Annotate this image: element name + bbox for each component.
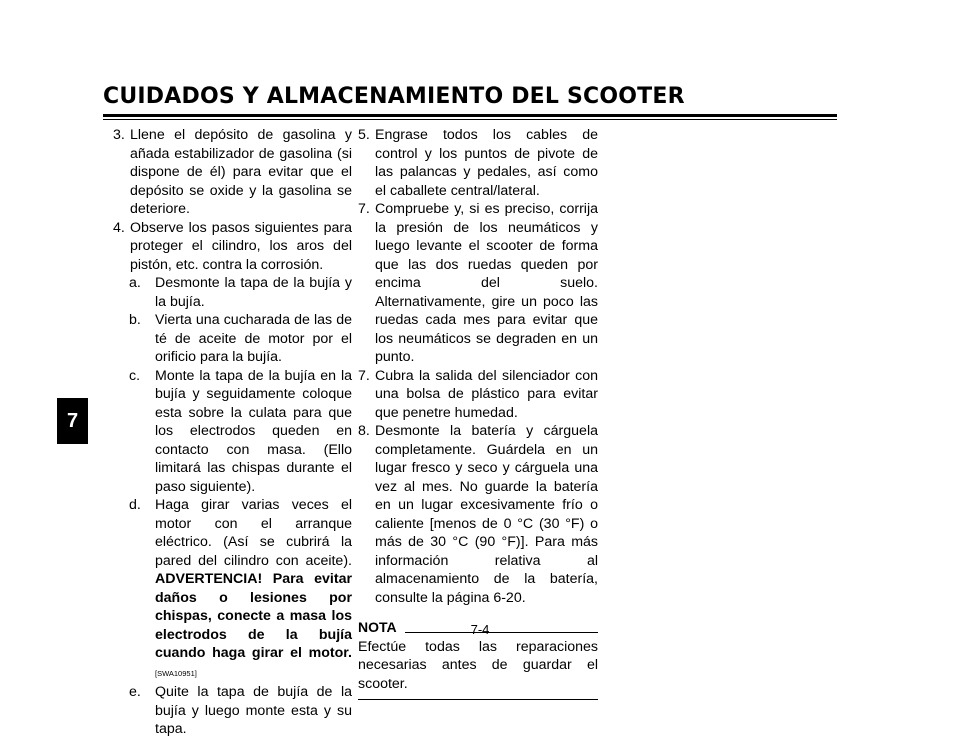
page-title: CUIDADOS Y ALMACENAMIENTO DEL SCOOTER [103, 84, 685, 109]
header-rule-thick [103, 114, 837, 117]
sub-letter: c. [129, 367, 141, 384]
warning-text: ADVERTENCIA! Para evitar daños o lesiones por chispas, conecte a masa los electrodos de la bujía cuando haga girar el motor. [155, 571, 352, 661]
item-text: Compruebe y, si es preciso, corrija la presión de los neumáticos y luego levante el scooter de forma que las dos ruedas queden por encima del suelo. Alternativamente, gire un poco las ruedas cada mes para evitar que los neumáticos se degraden en un punto. [375, 201, 598, 365]
sub-letter: b. [129, 312, 141, 328]
item-text: Desmonte la batería y cárguela completamente. Guárdela en un lugar fresco y seco y cárguela una vez al mes. No guarde la batería en un lugar excesivamente frío o caliente [menos de 0 °C (30 °F) o más de 30 °C (90 °F)]. Para más información relativa al almacenamiento de la batería, consulte la página 6-20. [375, 423, 598, 606]
item-text: Cubra la salida del silenciador con una bolsa de plástico para evitar que penetre humedad. [375, 367, 598, 421]
chapter-tab: 7 [57, 398, 88, 444]
sub-item-c [129, 367, 352, 497]
item-number: 5. [358, 127, 370, 143]
item-number: 8. [358, 423, 370, 439]
item-number: 3. [113, 127, 125, 143]
page-number: 7-4 [470, 622, 490, 637]
sub-item-a [129, 274, 352, 311]
sub-item-b [129, 311, 352, 367]
note-label: NOTA [358, 619, 397, 635]
sub-letter: d. [129, 497, 141, 513]
sub-letter: a. [129, 275, 141, 291]
sub-text: Vierta una cucharada de las de té de aceite de motor por el orificio para la bujía. [155, 312, 352, 365]
list-item-7a [358, 200, 598, 367]
sub-text: Quite la tapa de bujía de la bujía y luego monte esta y su tapa. [155, 684, 352, 737]
item-number: 7. [358, 201, 370, 217]
item-text: Llene el depósito de gasolina y añada estabilizador de gasolina (si dispone de él) para evitar que el depósito se oxide y la gasolina se deteriore. [130, 127, 352, 217]
list-item-7b [358, 367, 598, 423]
header-rule-thin [103, 119, 837, 120]
note-bottom-rule [358, 699, 598, 700]
sub-text: Monte la tapa de la bujía en la bujía y seguidamente coloque esta sobre la culata para que los electrodos queden en contacto con masa. (Ello limitará las chispas durante el paso siguiente). [155, 367, 352, 495]
list-item-5 [358, 126, 598, 200]
sub-text: Haga girar varias veces el motor con el arranque eléctrico. (Así se cubrirá la pared del cilindro con aceite). [155, 497, 352, 569]
sub-text: Desmonte la tapa de la bujía y la bujía. [155, 275, 352, 310]
item-number: 7. [358, 367, 370, 384]
right-column [358, 126, 598, 700]
list-item-8 [358, 422, 598, 607]
warning-code: [SWA10951] [155, 668, 197, 678]
item-number: 4. [113, 219, 125, 236]
left-column [113, 126, 352, 739]
item-text: Observe los pasos siguientes para proteger el cilindro, los aros del pistón, etc. contra la corrosión. [130, 219, 352, 273]
list-item-4 [113, 219, 352, 275]
list-item-3 [113, 126, 352, 219]
sub-body [155, 496, 352, 683]
sub-item-d [129, 496, 352, 683]
sub-item-e [129, 683, 352, 739]
note-text: Efectúe todas las reparaciones necesarias antes de guardar el scooter. [358, 638, 598, 692]
item-text: Engrase todos los cables de control y los puntos de pivote de las palancas y pedales, así como el caballete central/lateral. [375, 127, 598, 199]
sub-letter: e. [129, 684, 141, 700]
